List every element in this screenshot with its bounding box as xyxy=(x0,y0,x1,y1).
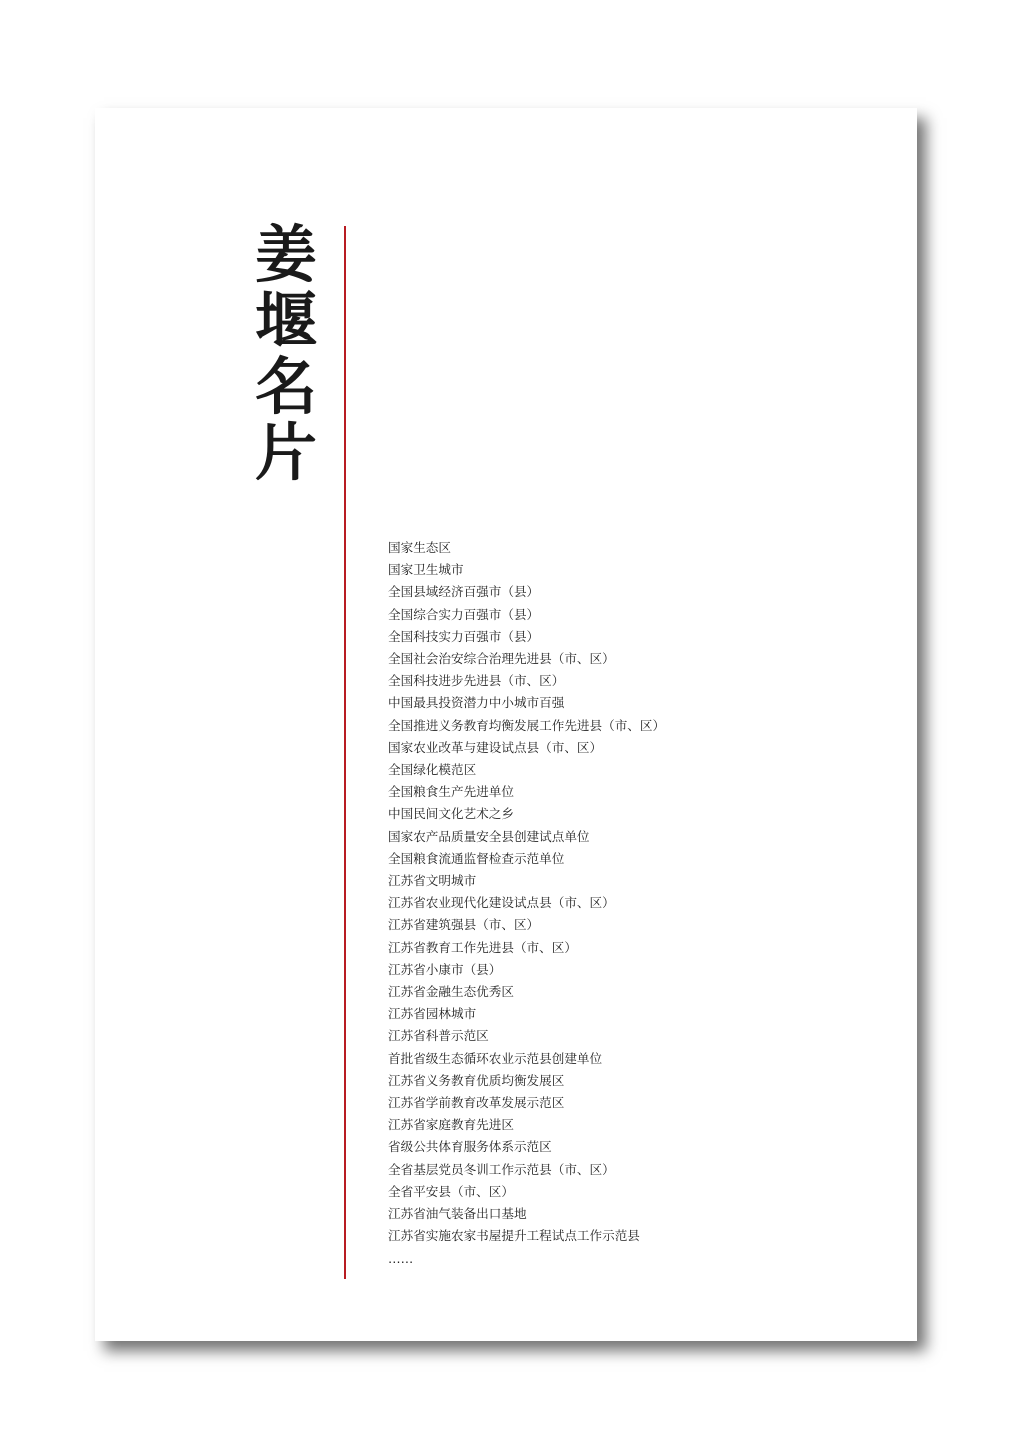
list-item: 江苏省金融生态优秀区 xyxy=(388,984,514,1000)
list-item: 江苏省科普示范区 xyxy=(388,1028,489,1044)
list-item: 全省平安县（市、区） xyxy=(388,1183,514,1199)
list-item: 全国粮食流通监督检查示范单位 xyxy=(388,850,565,866)
list-item: 国家卫生城市 xyxy=(388,562,464,578)
list-item: 江苏省建筑强县（市、区） xyxy=(388,917,540,933)
list-item: 江苏省油气装备出口基地 xyxy=(388,1206,527,1222)
title-char: 片 xyxy=(254,416,317,489)
list-item: 国家农产品质量安全县创建试点单位 xyxy=(388,828,590,844)
list-item: 江苏省小康市（县） xyxy=(388,961,502,977)
list-item: 全国科技实力百强市（县） xyxy=(388,628,540,644)
list-item: …… xyxy=(388,1250,414,1266)
list-item: 江苏省学前教育改革发展示范区 xyxy=(388,1095,565,1111)
page-title xyxy=(250,218,322,489)
list-item: 江苏省实施农家书屋提升工程试点工作示范县 xyxy=(388,1228,640,1244)
list-item: 全国社会治安综合治理先进县（市、区） xyxy=(388,651,615,667)
list-item: 全国推进义务教育均衡发展工作先进县（市、区） xyxy=(388,717,666,733)
list-item: 全国粮食生产先进单位 xyxy=(388,784,514,800)
title-char: 堰 xyxy=(254,284,317,357)
honors-list xyxy=(388,537,665,1270)
list-item: 国家生态区 xyxy=(388,540,451,555)
list-item: 江苏省教育工作先进县（市、区） xyxy=(388,939,577,955)
title-char: 姜 xyxy=(254,218,317,291)
list-item: 江苏省文明城市 xyxy=(388,873,477,889)
list-item: 江苏省家庭教育先进区 xyxy=(388,1117,514,1133)
list-item: 全国科技进步先进县（市、区） xyxy=(388,673,565,689)
list-item: 中国最具投资潜力中小城市百强 xyxy=(388,695,565,711)
title-char: 名 xyxy=(254,350,317,423)
list-item: 省级公共体育服务体系示范区 xyxy=(388,1139,552,1155)
list-item: 中国民间文化艺术之乡 xyxy=(388,806,514,822)
list-item: 江苏省义务教育优质均衡发展区 xyxy=(388,1072,565,1088)
list-item: 全国县域经济百强市（县） xyxy=(388,584,540,600)
list-item: 国家农业改革与建设试点县（市、区） xyxy=(388,739,603,755)
list-item: 全省基层党员冬训工作示范县（市、区） xyxy=(388,1161,615,1177)
list-item: 江苏省农业现代化建设试点县（市、区） xyxy=(388,895,615,911)
list-item: 全国绿化模范区 xyxy=(388,762,477,778)
list-item: 江苏省园林城市 xyxy=(388,1006,477,1022)
list-item: 全国综合实力百强市（县） xyxy=(388,606,540,622)
list-item: 首批省级生态循环农业示范县创建单位 xyxy=(388,1050,603,1066)
red-divider xyxy=(344,226,346,1279)
